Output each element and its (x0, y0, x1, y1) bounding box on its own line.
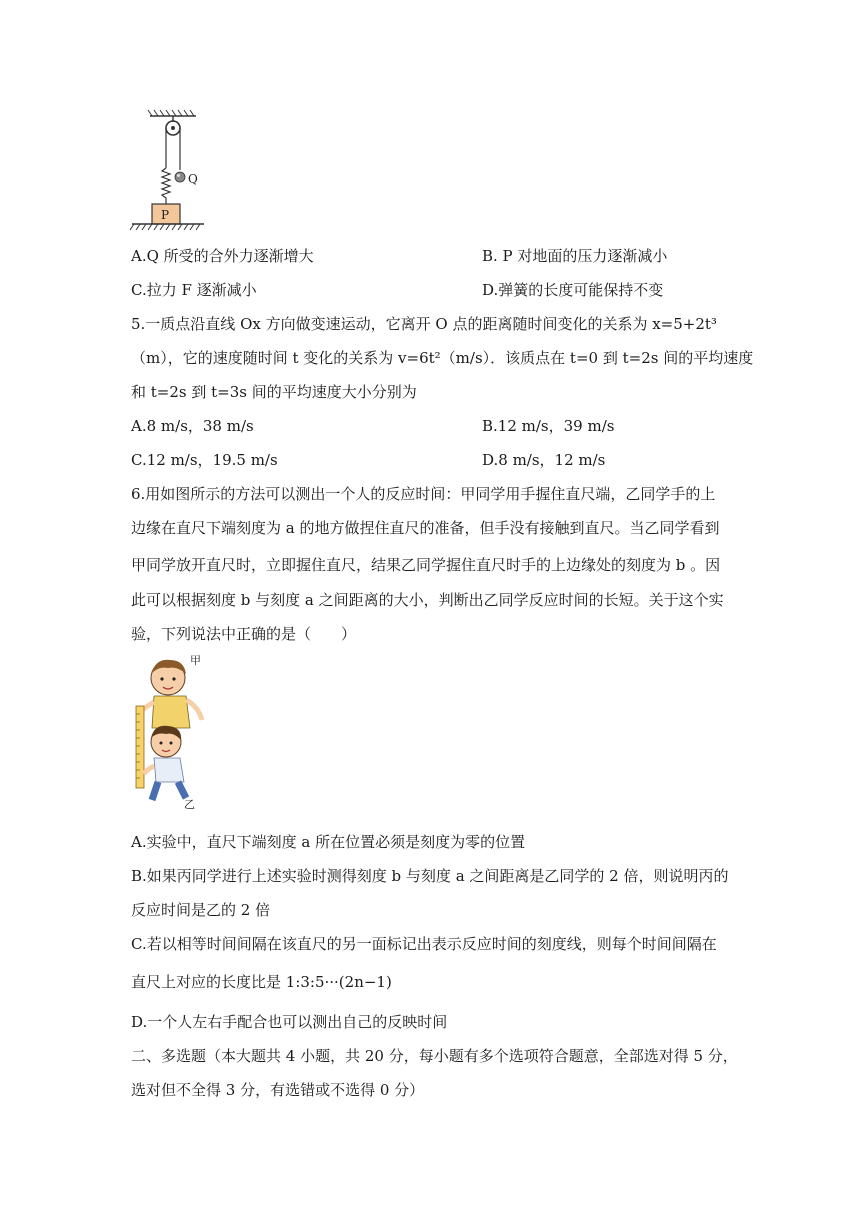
q5-option-c: C.12 m/s，19.5 m/s (131, 451, 278, 469)
q5-option-a: A.8 m/s，38 m/s (131, 417, 254, 435)
label-jia: 甲 (190, 654, 201, 667)
label-q: Q (188, 172, 198, 186)
q6-stem-line1: 6.用如图所示的方法可以测出一个人的反应时间：甲同学用手握住直尺端，乙同学手的上 (131, 485, 716, 503)
q5-stem-line2: （m），它的速度随时间 t 变化的关系为 v=6t²（m/s）．该质点在 t=0 到 t=2s 间的平均速度 (131, 349, 754, 367)
pulley-spring-figure (128, 108, 218, 238)
q5-stem-line3: 和 t=2s 到 t=3s 间的平均速度大小分别为 (131, 383, 417, 401)
q6-option-b-line2: 反应时间是乙的 2 倍 (131, 901, 271, 919)
reaction-time-illustration (126, 650, 222, 810)
q4-option-d: D.弹簧的长度可能保持不变 (482, 281, 664, 299)
q6-stem-line3: 甲同学放开直尺时，立即握住直尺，结果乙同学握住直尺时手的上边缘处的刻度为 b 。因 (131, 556, 721, 574)
q4-option-c: C.拉力 F 逐渐减小 (131, 281, 257, 299)
q4-option-b: B. P 对地面的压力逐渐减小 (482, 247, 668, 265)
q6-option-b-line1: B.如果丙同学进行上述实验时测得刻度 b 与刻度 a 之间距离是乙同学的 2 倍，则说明丙的 (131, 867, 729, 885)
q6-option-d: D.一个人左右手配合也可以测出自己的反映时间 (131, 1013, 448, 1031)
section2-heading-line2: 选对但不全得 3 分，有选错或不选得 0 分） (131, 1081, 425, 1099)
section2-heading-line1: 二、多选题（本大题共 4 小题，共 20 分，每小题有多个选项符合题意，全部选对得 5 分， (131, 1047, 738, 1065)
q4-option-a: A.Q 所受的合外力逐渐增大 (131, 247, 314, 265)
q6-option-c-line2: 直尺上对应的长度比是 1:3:5···(2n−1) (131, 973, 392, 991)
q6-stem-line4: 此可以根据刻度 b 与刻度 a 之间距离的大小，判断出乙同学反应时间的长短。关于这个实 (131, 591, 724, 609)
q6-stem-line5: 验，下列说法中正确的是（ ） (131, 625, 357, 643)
label-p: P (161, 208, 170, 222)
label-yi: 乙 (184, 798, 195, 810)
ball-q (175, 172, 185, 182)
q5-option-b: B.12 m/s，39 m/s (482, 417, 615, 435)
q5-option-d: D.8 m/s，12 m/s (482, 451, 606, 469)
ruler (136, 706, 144, 788)
q6-stem-line2: 边缘在直尺下端刻度为 a 的地方做捏住直尺的准备，但手没有接触到直尺。当乙同学看到 (131, 519, 720, 537)
q6-option-a: A.实验中，直尺下端刻度 a 所在位置必须是刻度为零的位置 (131, 833, 526, 851)
q5-stem-line1: 5.一质点沿直线 Ox 方向做变速运动，它离开 O 点的距离随时间变化的关系为 x=5+2t³ (131, 315, 717, 333)
q6-option-c-line1: C.若以相等时间间隔在该直尺的另一面标记出表示反应时间的刻度线，则每个时间间隔在 (131, 935, 717, 953)
